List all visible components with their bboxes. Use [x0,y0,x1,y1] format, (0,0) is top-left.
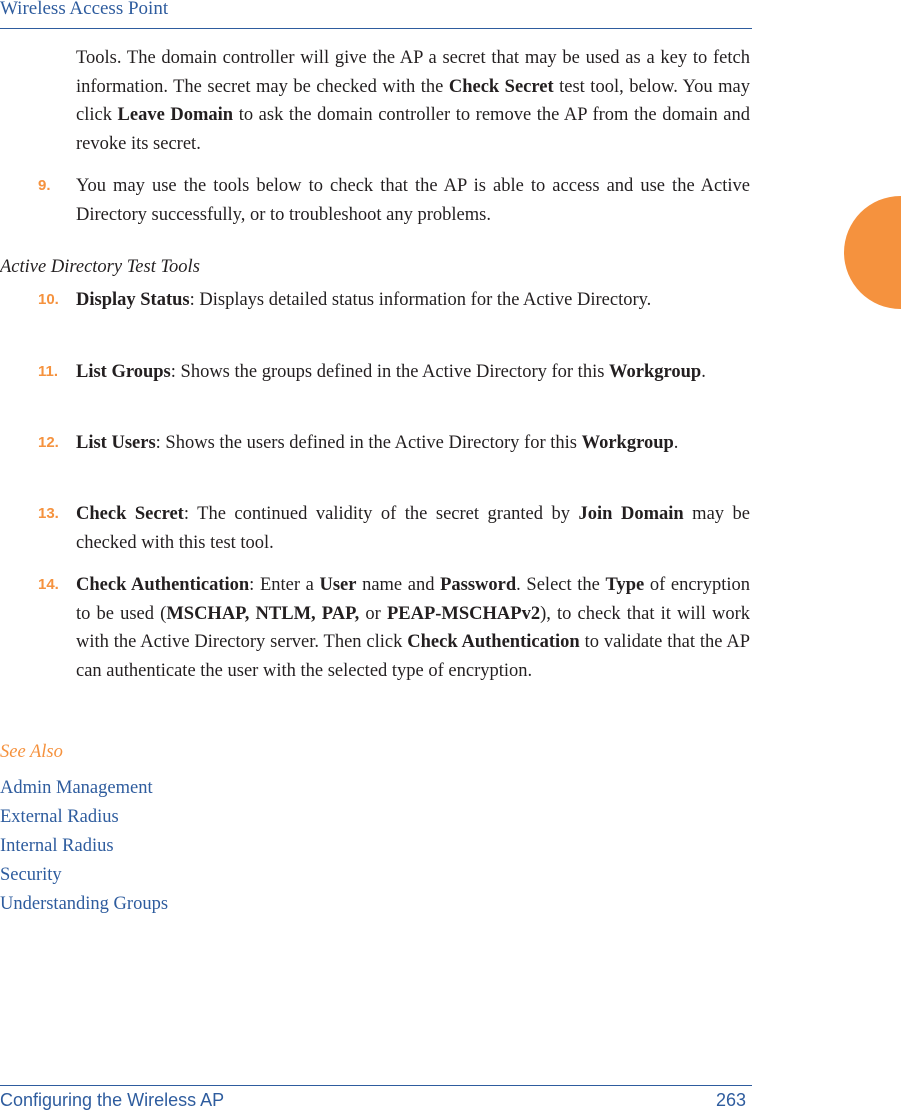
link-internal-radius[interactable]: Internal Radius [0,836,114,856]
link-security[interactable]: Security [0,865,62,885]
link-admin-management[interactable]: Admin Management [0,778,153,798]
step-number: 14. [38,576,59,593]
step-12: 12. List Users: Shows the users defined in the Active Directory for this Workgroup. [76,429,750,458]
step-14: 14. Check Authentication: Enter a User name and Password. Select the Type of encryption to be used (MSCHAP, NTLM, PAP, or PEAP-MSCHAPv2), to check that it will work with the Active Directory server. Then click Check Authentication to validate that the AP can authenticate the user with the selected type of encryption. [76,571,750,685]
step-9: 9. You may use the tools below to check that the AP is able to access and use the Active Directory successfully, or to troubleshoot any problems. [76,172,750,229]
running-header: Wireless Access Point [0,0,169,19]
check-secret-ref: Check Secret [448,76,554,97]
footer-rule [0,1085,752,1086]
link-external-radius[interactable]: External Radius [0,807,119,827]
footer-chapter-title: Configuring the Wireless AP [0,1090,225,1110]
step-number: 13. [38,505,59,522]
step-number: 10. [38,291,59,308]
leave-domain-ref: Leave Domain [117,105,234,125]
step-number: 11. [38,363,59,380]
header-rule [0,28,752,29]
page-number: 263 [715,1090,746,1110]
link-understanding-groups[interactable]: Understanding Groups [0,894,169,914]
see-also-links [0,774,168,919]
step-11: 11. List Groups: Shows the groups defined in the Active Directory for this Workgroup. [76,358,750,387]
intro-paragraph: Tools. The domain controller will give the AP a secret that may be used as a key to fetch information. The secret may be checked with the Check Secret test tool, below. You may click Leave Domain to ask the domain controller to remove the AP from the domain and revoke its secret. [76,48,750,154]
step-number: 12. [38,434,59,451]
chapter-tab-marker [844,196,901,309]
step-13: 13. Check Secret: The continued validity of the secret granted by Join Domain may be checked with this test tool. [76,500,750,557]
see-also-heading: See Also [0,742,63,762]
section-heading: Active Directory Test Tools [0,257,200,277]
step-10: 10. Display Status: Displays detailed status information for the Active Directory. [76,286,750,315]
step-number: 9. [38,177,51,194]
